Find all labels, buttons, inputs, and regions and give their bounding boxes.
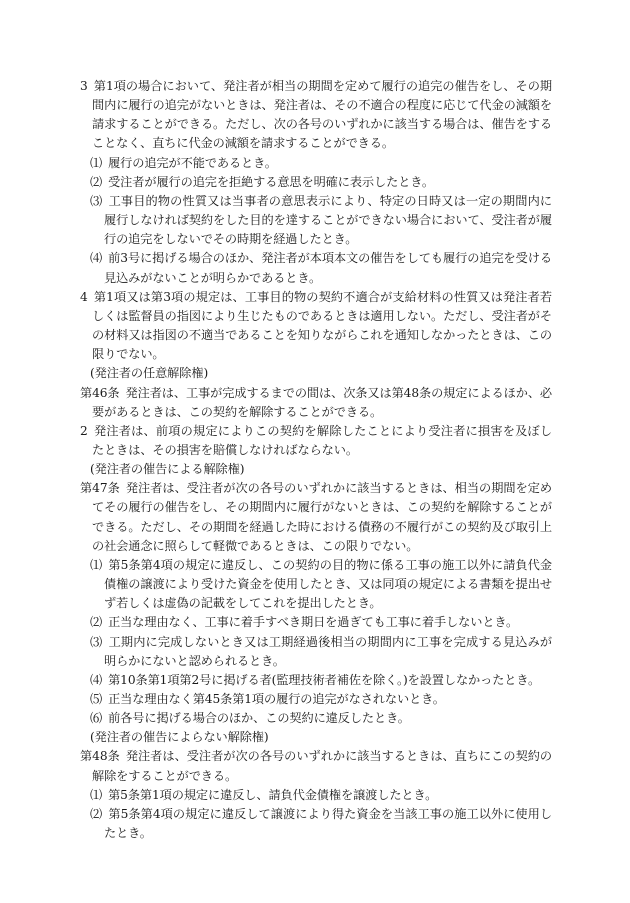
list-item — [80, 249, 552, 287]
article-paragraph — [80, 747, 552, 785]
item-number: ⑴ — [90, 787, 103, 802]
block-text: 第5条第1項の規定に違反し、請負代金債権を譲渡したとき。 — [108, 787, 438, 802]
clause-paragraph — [80, 288, 552, 365]
block-text: 第5条第4項の規定に違反し、この契約の目的物に係る工事の施工以外に請負代金債権の譲渡により受けた資金を使用したとき、又は同項の規定による書類を提出せず若しくは虚偽の記載をしてこれを提出したとき。 — [104, 557, 552, 611]
block-text: (発注者の催告による解除権) — [90, 462, 245, 477]
block-text: 発注者は、前項の規定によりこの契約を解除したことにより受注者に損害を及ぼしたときは、その損害を賠償しなければならない。 — [92, 423, 552, 457]
item-number: ⑴ — [90, 557, 103, 572]
block-text: 前各号に掲げる場合のほか、この契約に違反したとき。 — [108, 711, 410, 726]
list-item — [80, 556, 552, 613]
block-text: 発注者は、工事が完成するまでの間は、次条又は第48条の規定によるほか、必要があるときは、この契約を解除することができる。 — [92, 385, 553, 419]
block-text: 第1項の場合において、発注者が相当の期間を定めて履行の追完の催告をし、その期間内に履行の追完がないときは、発注者は、その不適合の程度に応じて代金の減額を請求することができる。ただし、次の各号のいずれかに該当する場合は、催告をすることなく、直ちに代金の減額を請求することができる。 — [92, 79, 552, 151]
contract-document — [80, 77, 552, 843]
list-item — [80, 786, 552, 805]
item-number: ⑵ — [90, 174, 103, 189]
item-number: ⑶ — [90, 634, 103, 649]
block-text: 発注者は、受注者が次の各号のいずれかに該当するときは、直ちにこの契約の解除をすることができる。 — [92, 749, 553, 783]
block-text: 第10条第1項第2号に掲げる者(監理技術者補佐を除く。)を設置しなかったとき。 — [108, 672, 541, 687]
block-text: 正当な理由なく第45条第1項の履行の追完がなされないとき。 — [108, 692, 445, 706]
block-text: 第5条第4項の規定に違反して譲渡により得た資金を当該工事の施工以外に使用したとき。 — [104, 806, 552, 841]
item-number: ⑵ — [90, 806, 103, 821]
list-item — [80, 805, 552, 843]
list-item — [80, 690, 552, 709]
list-item — [80, 633, 552, 671]
list-item — [80, 709, 552, 728]
block-text: 工期内に完成しないとき又は工期経過後相当の期間内に工事を完成する見込みが明らかにないと認められるとき。 — [104, 634, 552, 668]
block-text: 工事目的物の性質又は当事者の意思表示により、特定の日時又は一定の期間内に履行しなければ契約をした目的を達することができない場合において、受注者が履行の追完をしないでその時期を経過したとき。 — [104, 193, 552, 247]
list-item — [80, 671, 552, 690]
list-item — [80, 173, 552, 192]
article-number: 第48条 — [80, 749, 120, 764]
block-text: (発注者の催告によらない解除権) — [90, 730, 269, 745]
item-number: ⑹ — [90, 711, 103, 726]
block-text: 正当な理由なく、工事に着手すべき期日を過ぎても工事に着手しないとき。 — [108, 615, 519, 630]
item-number: 2 — [80, 423, 88, 438]
section-heading — [80, 728, 552, 747]
item-number: ⑶ — [90, 193, 103, 208]
article-number: 第47条 — [80, 481, 120, 496]
list-item — [80, 613, 552, 632]
section-heading — [80, 460, 552, 479]
article-paragraph — [80, 479, 552, 556]
item-number: ⑵ — [90, 615, 103, 630]
block-text: 履行の追完が不能であるとき。 — [108, 155, 277, 170]
block-text: 受注者が履行の追完を拒絶する意思を明確に表示したとき。 — [108, 174, 434, 189]
item-number: 4 — [80, 289, 88, 304]
item-number: 3 — [80, 79, 88, 93]
clause-paragraph — [80, 77, 552, 154]
article-number: 第46条 — [80, 385, 120, 400]
item-number: ⑷ — [90, 672, 103, 687]
article-paragraph — [80, 384, 552, 422]
block-text: 第1項又は第3項の規定は、工事目的物の契約不適合が支給材料の性質又は発注者若しくは監督員の指図により生じたものであるときは適用しない。ただし、受注者がその材料又は指図の不適当であることを知りながらこれを通知しなかったときは、この限りでない。 — [92, 289, 552, 362]
section-heading — [80, 364, 552, 383]
block-text: (発注者の任意解除権) — [90, 366, 209, 381]
clause-paragraph — [80, 422, 552, 460]
item-number: ⑴ — [90, 155, 103, 170]
block-text: 発注者は、受注者が次の各号のいずれかに該当するときは、相当の期間を定めてその履行の催告をし、その期間内に履行がないときは、この契約を解除することができる。ただし、その期間を経過した時における債務の不履行がこの契約及び取引上の社会通念に照らして軽微であるときは、この限りでない。 — [92, 481, 553, 553]
list-item — [80, 192, 552, 249]
item-number: ⑷ — [90, 251, 103, 266]
item-number: ⑸ — [90, 692, 103, 706]
list-item — [80, 154, 552, 173]
block-text: 前3号に掲げる場合のほか、発注者が本項本文の催告をしても履行の追完を受ける見込みがないことが明らかであるとき。 — [104, 251, 552, 285]
